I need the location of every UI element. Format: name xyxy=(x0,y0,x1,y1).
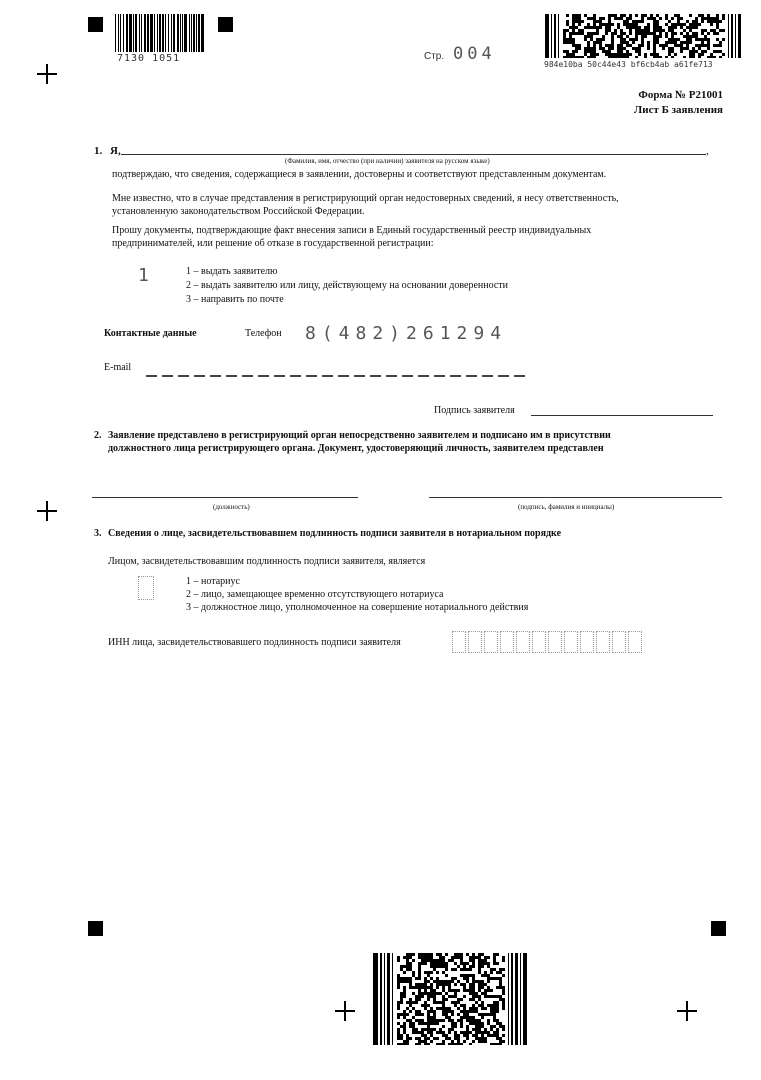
email-char-cell[interactable] xyxy=(338,375,349,377)
inn-digit-cell[interactable] xyxy=(532,631,546,653)
email-char-cell[interactable] xyxy=(146,375,157,377)
notary-option-2: 2 – лицо, замещающее временно отсутствующего нотариуса xyxy=(186,589,444,600)
email-char-cell[interactable] xyxy=(290,375,301,377)
inn-label: ИНН лица, засвидетельствовавшего подлинность подписи заявителя xyxy=(108,637,401,648)
official-position-line[interactable] xyxy=(92,497,358,498)
email-char-cell[interactable] xyxy=(466,375,477,377)
confirm-text: подтверждаю, что сведения, содержащиеся в заявлении, достоверны и соответствуют представленным документам. xyxy=(112,169,607,180)
email-char-cell[interactable] xyxy=(450,375,461,377)
linear-barcode xyxy=(115,14,207,54)
email-char-cell[interactable] xyxy=(354,375,365,377)
section2-text-line1: Заявление представлено в регистрирующий орган непосредственно заявителем и подписано им в присутствии xyxy=(108,430,611,441)
section2-number: 2. xyxy=(94,430,102,441)
fio-field-line[interactable] xyxy=(121,154,706,155)
crosshair-mark-bottom-right xyxy=(677,1001,697,1021)
email-char-cell[interactable] xyxy=(386,375,397,377)
sheet-title: Лист Б заявления xyxy=(634,104,723,116)
registration-square-bottom-right xyxy=(711,921,726,936)
email-char-cell[interactable] xyxy=(322,375,333,377)
inn-digit-cell[interactable] xyxy=(628,631,642,653)
pdf417-barcode xyxy=(545,14,741,58)
notary-intro: Лицом, засвидетельствовавшим подлинность подписи заявителя, является xyxy=(108,556,426,567)
liability-text-line1: Мне известно, что в случае представления в регистрирующий орган недостоверных сведений, я несу ответственность, xyxy=(112,193,619,204)
email-label: E-mail xyxy=(104,362,132,373)
registration-square-bottom-left xyxy=(88,921,103,936)
email-char-cell[interactable] xyxy=(226,375,237,377)
section3-number: 3. xyxy=(94,528,102,539)
inn-digit-cell[interactable] xyxy=(484,631,498,653)
official-signature-line[interactable] xyxy=(429,497,722,498)
inn-digit-cell[interactable] xyxy=(500,631,514,653)
fio-comma: , xyxy=(706,145,709,157)
email-char-cell[interactable] xyxy=(178,375,189,377)
barcode-number: 7130 1051 xyxy=(117,53,181,64)
email-char-cell[interactable] xyxy=(210,375,221,377)
signature-hint: (подпись, фамилия и инициалы) xyxy=(518,503,615,511)
notary-choice-cell[interactable] xyxy=(138,576,154,600)
contacts-label: Контактные данные xyxy=(104,328,197,339)
form-number: Форма № Р21001 xyxy=(638,89,723,101)
page-number: 004 xyxy=(453,44,496,64)
phone-label: Телефон xyxy=(245,328,282,339)
inn-digit-cell[interactable] xyxy=(612,631,626,653)
notary-option-3: 3 – должностное лицо, уполномоченное на совершение нотариального действия xyxy=(186,602,529,613)
section3-title: Сведения о лице, засвидетельствовавшем подлинность подписи заявителя в нотариальном порядке xyxy=(108,528,562,539)
signature-label: Подпись заявителя xyxy=(434,405,515,416)
registration-square-top-mid xyxy=(218,17,233,32)
request-text-line2: предпринимателей, или решение об отказе в государственной регистрации: xyxy=(112,238,434,249)
delivery-option-2: 2 – выдать заявителю или лицу, действующему на основании доверенности xyxy=(186,280,509,291)
inn-digit-cell[interactable] xyxy=(452,631,466,653)
email-char-cell[interactable] xyxy=(370,375,381,377)
email-char-cell[interactable] xyxy=(434,375,445,377)
section2-text-line2: должностного лица регистрирующего органа. Документ, удостоверяющий личность, заявителем представлен xyxy=(108,443,604,454)
delivery-option-3: 3 – направить по почте xyxy=(186,294,284,305)
section1-lead: Я, xyxy=(110,145,121,157)
page-label: Стр. xyxy=(424,51,445,62)
email-char-cell[interactable] xyxy=(498,375,509,377)
crosshair-mark-mid-left xyxy=(37,501,57,521)
inn-digit-cell[interactable] xyxy=(468,631,482,653)
phone-value[interactable]: 8(482)261294 xyxy=(305,323,508,344)
barcode-hash: 984e10ba 50c44e43 bf6cb4ab a61fe713 xyxy=(544,60,713,69)
inn-digit-cell[interactable] xyxy=(564,631,578,653)
bottom-2d-barcode xyxy=(373,953,527,1045)
fio-hint: (Фамилия, имя, отчество (при наличии) заявителя на русском языке) xyxy=(285,157,490,165)
email-char-cell[interactable] xyxy=(274,375,285,377)
email-char-cell[interactable] xyxy=(194,375,205,377)
inn-digit-cell[interactable] xyxy=(580,631,594,653)
liability-text-line2: установленную законодательством Российской Федерации. xyxy=(112,206,365,217)
email-char-cell[interactable] xyxy=(306,375,317,377)
section1-number: 1. xyxy=(94,145,103,157)
email-char-cell[interactable] xyxy=(482,375,493,377)
crosshair-mark-top-left xyxy=(37,64,57,84)
notary-option-1: 1 – нотариус xyxy=(186,576,240,587)
request-text-line1: Прошу документы, подтверждающие факт внесения записи в Единый государственный реестр индивидуальных xyxy=(112,225,592,236)
delivery-choice-value[interactable]: 1 xyxy=(138,265,149,286)
crosshair-mark-bottom-left xyxy=(335,1001,355,1021)
inn-digit-cell[interactable] xyxy=(596,631,610,653)
inn-digit-cell[interactable] xyxy=(548,631,562,653)
registration-square-top-left xyxy=(88,17,103,32)
position-hint: (должность) xyxy=(213,503,250,511)
inn-digit-cell[interactable] xyxy=(516,631,530,653)
signature-line[interactable] xyxy=(531,415,713,416)
delivery-option-1: 1 – выдать заявителю xyxy=(186,266,278,277)
email-char-cell[interactable] xyxy=(514,375,525,377)
email-char-cell[interactable] xyxy=(418,375,429,377)
email-char-cell[interactable] xyxy=(258,375,269,377)
email-char-cell[interactable] xyxy=(162,375,173,377)
email-char-cell[interactable] xyxy=(402,375,413,377)
email-char-cell[interactable] xyxy=(242,375,253,377)
